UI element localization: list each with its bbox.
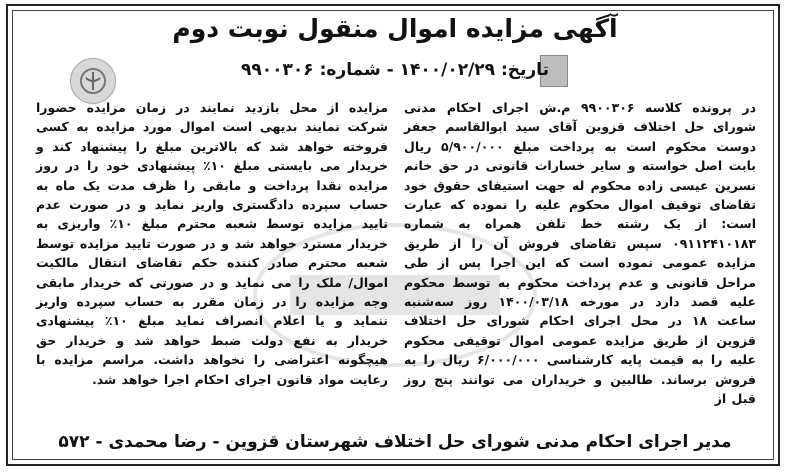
- notice-title: آگهی مزایده اموال منقول نوبت دوم: [172, 14, 618, 43]
- date-and-number: تاریخ: ۱۴۰۰/۰۲/۲۹ - شماره: ۹۹۰۰۳۰۶: [241, 60, 549, 80]
- body-column-right: در پرونده کلاسه ۹۹۰۰۳۰۶ م.ش اجرای احکام مدنی شورای حل اختلاف قزوین آقای سید ابوالقاسم جعفر دوست محکوم است به پرداخت مبلغ ۵/۹۰۰/۰۰۰ ریال بابت اصل خواسته و سایر خسارات قانونی در حق خانم نسرین عیسی زاده محکوم له جهت استیفای حقوق خود تقاضای توقیف اموال محکوم علیه را نموده که عبارت است: از یک رشته خط تلفن همراه به شماره ۰۹۱۱۲۴۱۰۱۸۳ سپس تقاضای فروش آن را از طریق مزایده عمومی نموده است که این اجرا پس از طی مراحل قانونی و عدم پرداخت محکوم به توسط محکوم علیه قصد دارد در مورخه ۱۴۰۰/۰۳/۱۸ روز سه‌شنبه ساعت ۱۸ در محل اجرای احکام شورای حل اختلاف قزوین از طریق مزایده عمومی اموال توقیفی محکوم علیه را به قیمت پایه کارشناسی ۶/۰۰۰/۰۰۰ ریال را به فروش برساند. طالبین و خریداران می توانند پنج روز قبل از: [404, 100, 757, 407]
- signature-footer: مدیر اجرای احکام مدنی شورای حل اختلاف شهرستان قزوین - رضا محمدی - ۵۷۲: [58, 432, 732, 452]
- body-column-left: مزایده از محل بازدید نمایند در زمان مزایده حضورا شرکت نمایند بدیهی است اموال مورد مزایده به کسی فروخته خواهد شد که بالاترین مبلغ را پیشنهاد کند و خریدار می بایستی مبلغ ۱۰٪ پیشنهادی خود را در روز مزایده نقدا پرداخت و مابقی را ظرف مدت یک ماه به حساب سپرده دادگستری واریز نماید و در صورت عدم تایید مزایده توسط شعبه محترم مبلغ ۱۰٪ واریزی به خریدار مسترد خواهد شد و در صورت تایید مزایده توسط شعبه محترم صادر کننده حکم تقاضای انتقال مالکیت اموال/ ملک را می نماید و در صورتی که خریدار مابقی وجه مزایده را در زمان مقرر به حساب سپرده واریز ننماید و یا اعلام انصراف نماید مبلغ ۱۰٪ پیشنهادی خریدار به نفع دولت ضبط خواهد شد و خریدار حق هیچگونه اعتراضی را نخواهد داشت. مراسم مزایده با رعایت مواد قانون اجرای احکام اجرا خواهد شد.: [36, 100, 388, 387]
